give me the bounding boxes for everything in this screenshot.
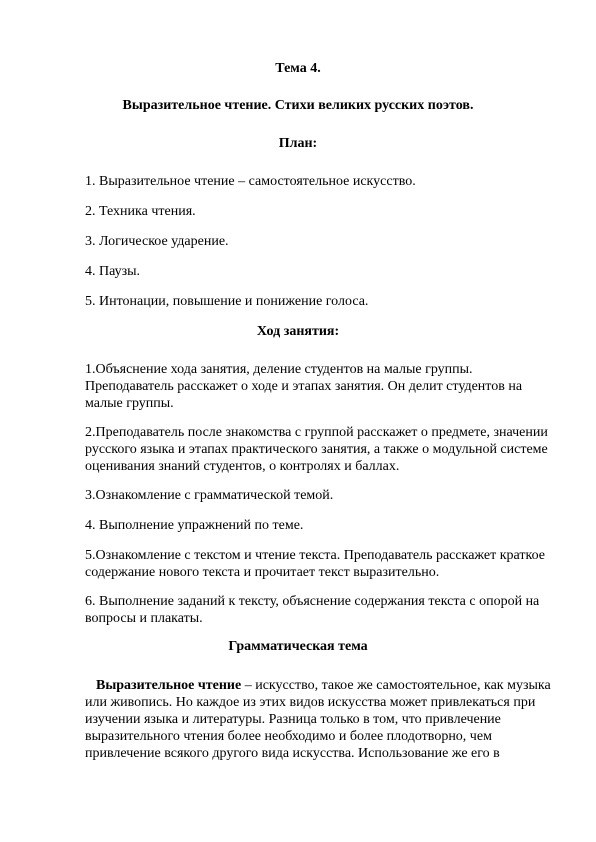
lesson-step-line: 4. Выполнение упражнений по теме.: [85, 518, 304, 533]
plan-item: 3. Логическое ударение.: [85, 234, 229, 249]
grammar-first-line-rest: – искусство, такое же самостоятельное, как музыка: [241, 678, 551, 693]
plan-item: 5. Интонации, повышение и понижение голоса.: [85, 294, 369, 309]
grammar-term: Выразительное чтение: [96, 678, 242, 693]
lesson-step-line: малые группы.: [85, 396, 174, 411]
grammar-line: привлечение всякого другого вида искусства. Использование же его в: [85, 746, 500, 761]
lesson-step: [85, 361, 557, 412]
plan-heading: План:: [278, 136, 318, 151]
grammar-heading: Грамматическая тема: [228, 639, 368, 654]
lesson-step: [85, 547, 557, 581]
lesson-step-line: содержание нового текста и прочитает текст выразительно.: [85, 565, 440, 580]
lesson-heading: Ход занятия:: [256, 324, 340, 339]
grammar-first-line: [85, 677, 557, 694]
grammar-line: или живопись. Но каждое из этих видов искусства может привлекаться при: [85, 695, 536, 710]
lesson-step: [85, 517, 557, 534]
lesson-step-line: 3.Ознакомление с грамматической темой.: [85, 488, 334, 503]
lesson-step: [85, 487, 557, 504]
grammar-line: выразительного чтения более необходимо и более плодотворно, чем: [85, 729, 492, 744]
lesson-step: [85, 424, 557, 475]
lesson-title: Выразительное чтение. Стихи великих русских поэтов.: [122, 98, 474, 113]
grammar-line: изучении языка и литературы. Разница только в том, что привлечение: [85, 712, 501, 727]
lesson-step: [85, 593, 557, 627]
plan-item: 4. Паузы.: [85, 264, 141, 279]
grammar-paragraph: [85, 677, 557, 762]
lesson-step-line: 2.Преподаватель после знакомства с группой расскажет о предмете, значении: [85, 425, 548, 440]
lesson-step-line: Преподаватель расскажет о ходе и этапах занятия. Он делит студентов на: [85, 379, 523, 394]
topic-number: Тема 4.: [275, 61, 321, 76]
lesson-step-line: русского языка и этапах практического занятия, а также о модульной системе: [85, 442, 548, 457]
plan-item: 1. Выразительное чтение – самостоятельное искусство.: [85, 174, 416, 189]
lesson-step-line: 5.Ознакомление с текстом и чтение текста. Преподаватель расскажет краткое: [85, 548, 545, 563]
lesson-step-line: вопросы и плакаты.: [85, 611, 203, 626]
plan-item: 2. Техника чтения.: [85, 204, 196, 219]
lesson-step-line: 1.Объяснение хода занятия, деление студентов на малые группы.: [85, 362, 473, 377]
lesson-step-line: 6. Выполнение заданий к тексту, объяснение содержания текста с опорой на: [85, 594, 540, 609]
lesson-step-line: оценивания знаний студентов, о контролях и баллах.: [85, 459, 400, 474]
